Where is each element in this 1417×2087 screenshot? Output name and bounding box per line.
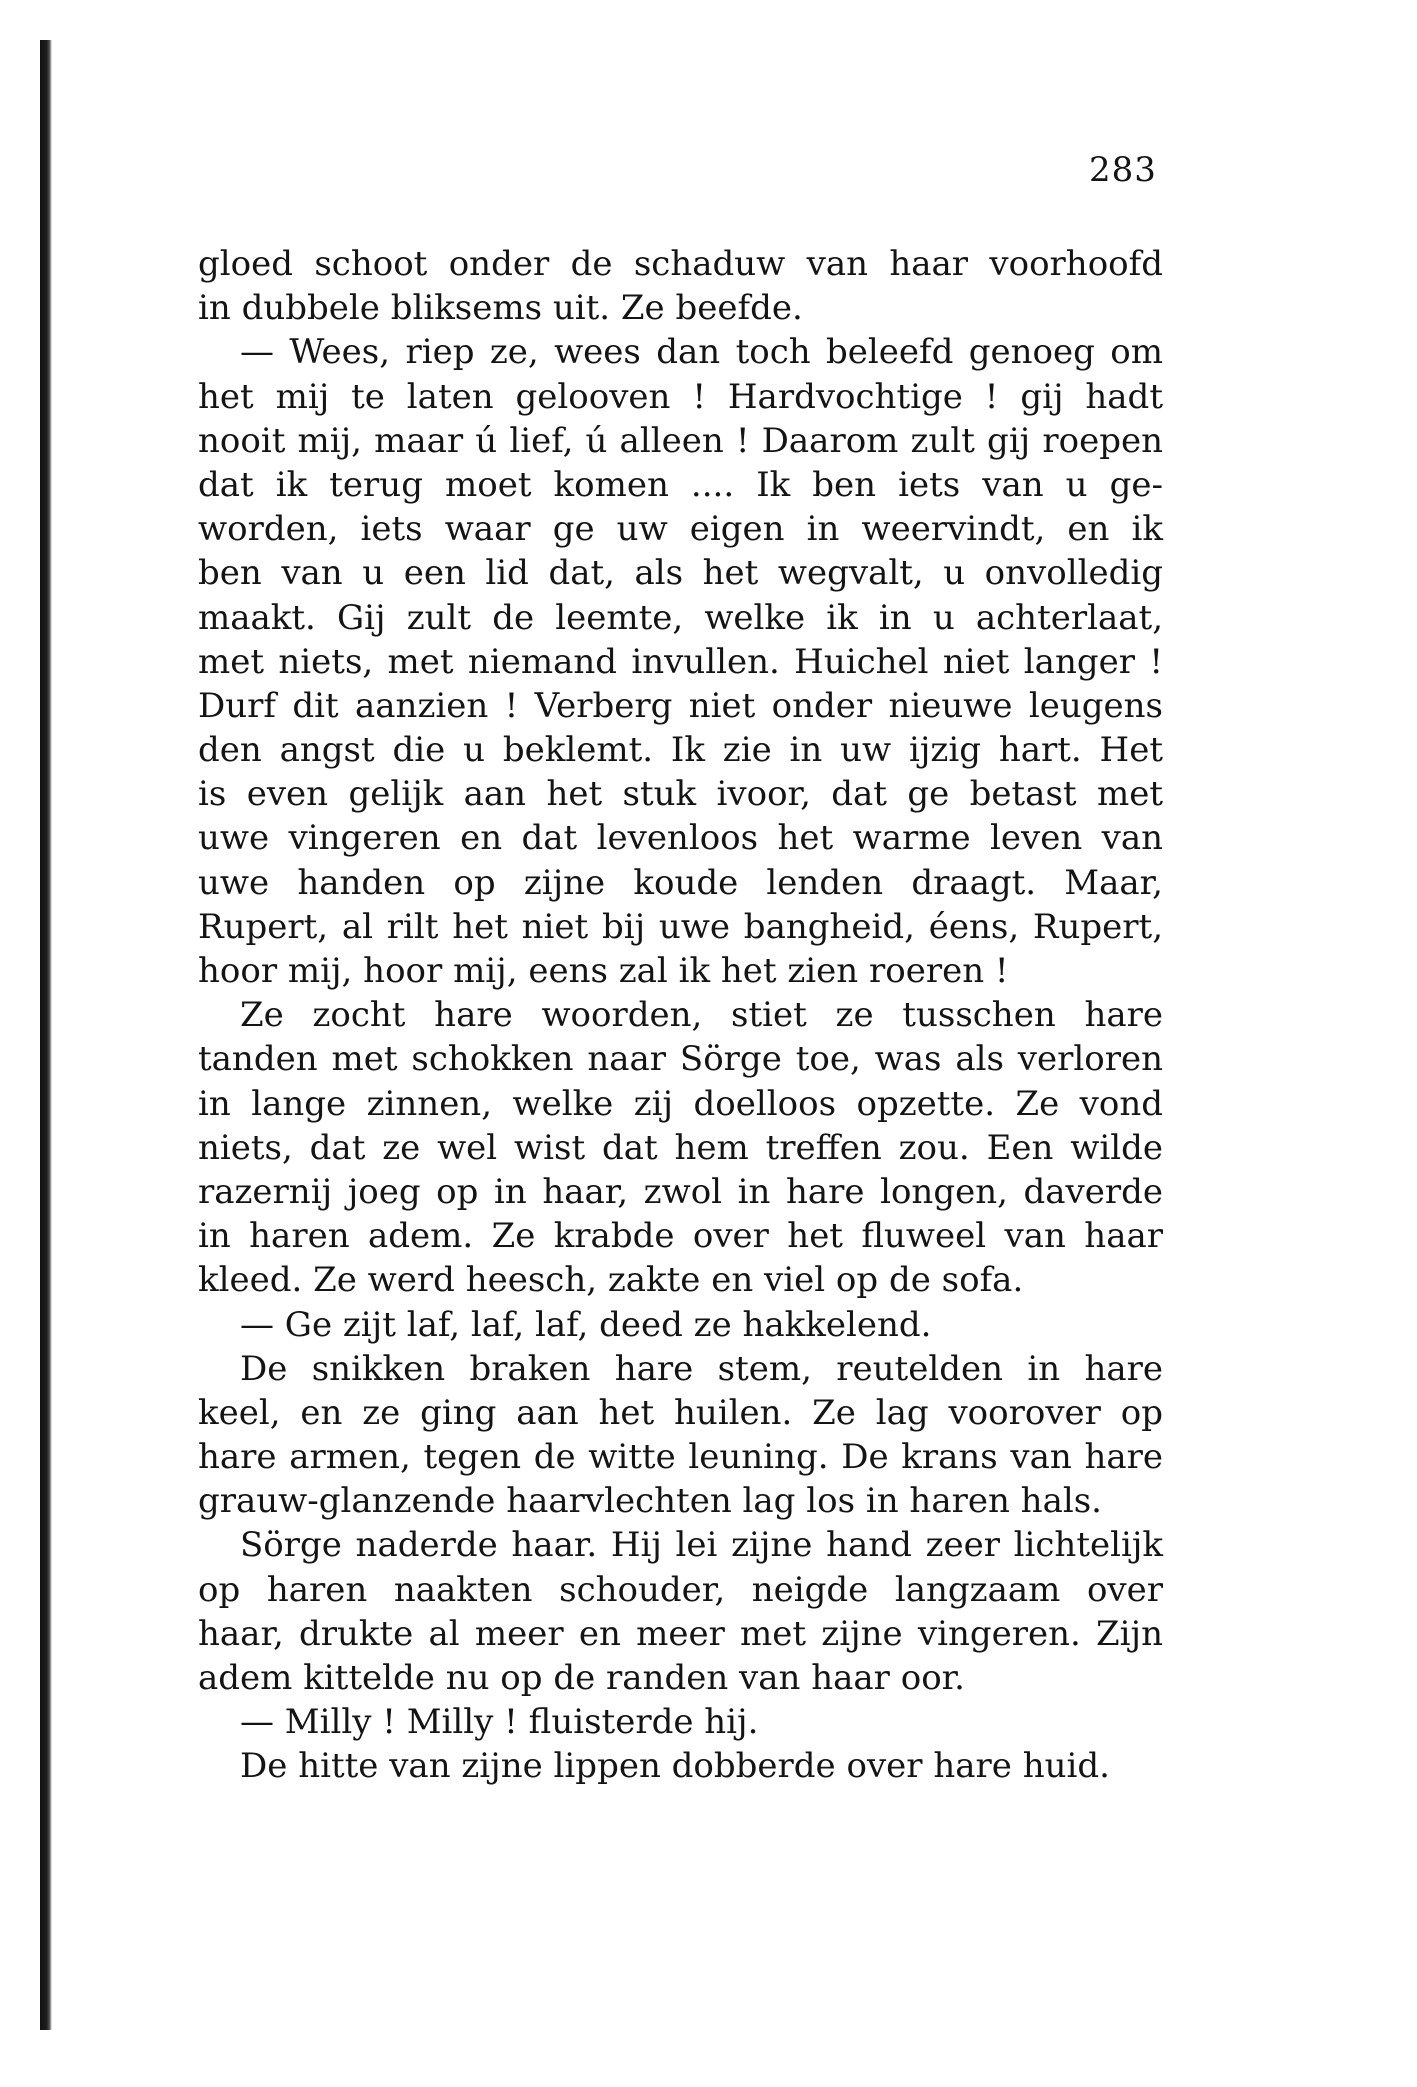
text-line: tanden met schokken naar Sörge toe, was als verloren — [198, 1039, 1163, 1080]
text-line: op haren naakten schouder, neigde langzaam over — [198, 1569, 1163, 1610]
text-line: niets, dat ze wel wist dat hem treffen zou. Een wilde — [198, 1127, 1163, 1168]
text-line: haar, drukte al meer en meer met zijne vingeren. Zijn — [198, 1613, 1163, 1654]
text-line: Ze zocht hare woorden, stiet ze tusschen hare — [240, 995, 1163, 1036]
text-line: worden, iets waar ge uw eigen in weervindt, en ik — [198, 509, 1163, 550]
text-line: grauw-glanzende haarvlechten lag los in haren hals. — [198, 1481, 1102, 1522]
text-line: keel, en ze ging aan het huilen. Ze lag voorover op — [198, 1392, 1163, 1433]
text-line: in lange zinnen, welke zij doelloos opzette. Ze vond — [198, 1083, 1163, 1124]
text-line: razernij joeg op in haar, zwol in hare longen, daverde — [198, 1171, 1163, 1212]
text-line: het mij te laten gelooven ! Hardvochtige ! gij hadt — [198, 376, 1163, 417]
text-line: uwe handen op zijne koude lenden draagt. Maar, — [198, 862, 1163, 903]
text-line: gloed schoot onder de schaduw van haar voorhoofd — [198, 244, 1163, 284]
text-line: adem kittelde nu op de randen van haar oor. — [198, 1658, 965, 1698]
text-line: in dubbele bliksems uit. Ze beefde. — [198, 288, 803, 329]
page-number: 283 — [1089, 150, 1157, 190]
text-line: dat ik terug moet komen .... Ik ben iets van u ge- — [198, 464, 1163, 505]
text-line: — Ge zijt laf, laf, laf, deed ze hakkelend. — [240, 1304, 932, 1345]
text-line: hoor mij, hoor mij, eens zal ik het zien roeren ! — [198, 951, 1009, 991]
text-line: Sörge naderde haar. Hij lei zijne hand zeer lichtelijk — [240, 1525, 1163, 1566]
text-line: uwe vingeren en dat levenloos het warme leven van — [198, 818, 1163, 859]
text-line: maakt. Gij zult de leemte, welke ik in u achterlaat, — [198, 597, 1163, 638]
text-line: — Wees, riep ze, wees dan toch beleefd genoeg om — [240, 332, 1163, 373]
binding-edge — [40, 40, 52, 2030]
text-line: hare armen, tegen de witte leuning. De krans van hare — [198, 1437, 1163, 1478]
text-line: — Milly ! Milly ! fluisterde hij. — [240, 1702, 759, 1743]
text-line: De hitte van zijne lippen dobberde over hare huid. — [240, 1746, 1110, 1787]
text-line: is even gelijk aan het stuk ivoor, dat ge betast met — [198, 774, 1163, 815]
text-line: den angst die u beklemt. Ik zie in uw ijzig hart. Het — [198, 730, 1163, 771]
text-line: kleed. Ze werd heesch, zakte en viel op de sofa. — [198, 1260, 1024, 1301]
body-text — [198, 242, 1163, 1789]
text-line: Durf dit aanzien ! Verberg niet onder nieuwe leugens — [198, 685, 1163, 726]
text-line: nooit mij, maar ú lief, ú alleen ! Daarom zult gij roepen — [198, 420, 1163, 461]
text-line: Rupert, al rilt het niet bij uwe bangheid, éens, Rupert, — [198, 906, 1163, 947]
text-line: met niets, met niemand invullen. Huichel niet langer ! — [198, 641, 1163, 682]
text-line: ben van u een lid dat, als het wegvalt, u onvolledig — [198, 553, 1163, 594]
text-line: in haren adem. Ze krabde over het fluweel van haar — [198, 1216, 1163, 1257]
text-line: De snikken braken hare stem, reutelden in hare — [240, 1348, 1163, 1389]
